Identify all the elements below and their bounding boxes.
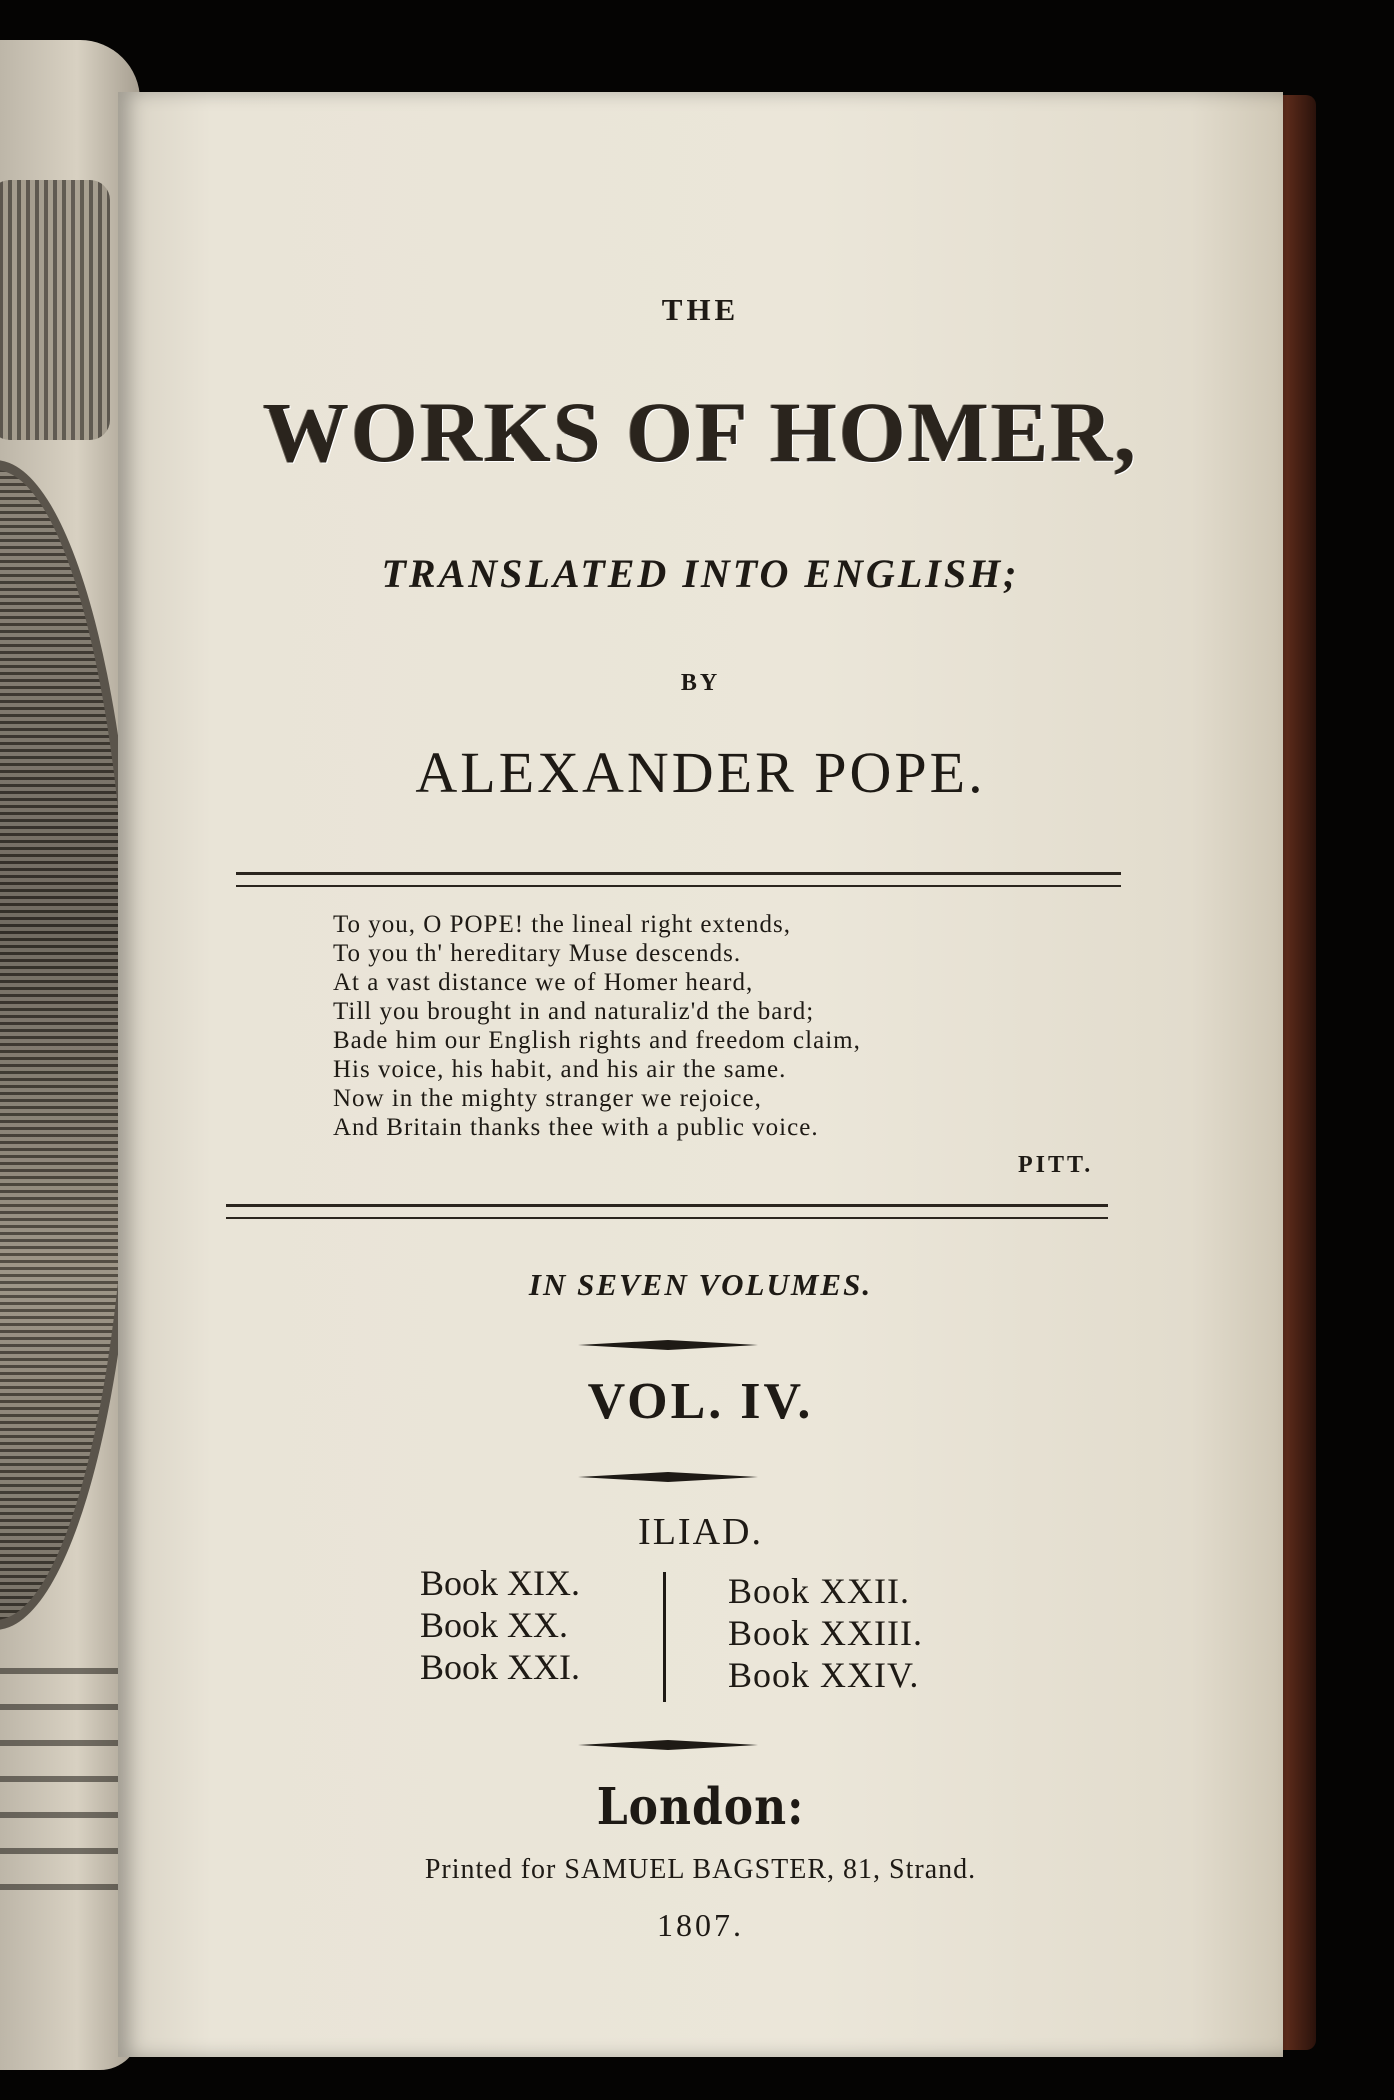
book-entry: Book XX. [420,1605,569,1645]
title-article: THE [661,292,740,327]
volume-number: VOL. IV. [587,1373,814,1430]
volumes-note: IN SEVEN VOLUMES. [528,1267,873,1302]
epigraph-attribution: PITT. [1018,1152,1094,1178]
imprint-year: 1807. [657,1907,744,1943]
epigraph-line: And Britain thanks thee with a public voice. [333,1114,819,1141]
main-title: WORKS OF HOMER, [263,384,1138,480]
double-rule-top [236,872,1121,887]
epigraph-line: At a vast distance we of Homer heard, [333,969,754,996]
ornament-rule [578,1740,758,1750]
epigraph-line: Bade him our English rights and freedom claim, [333,1027,861,1054]
by-line: BY [680,670,721,696]
books-list-right [728,1570,1028,1696]
imprint-city: London: [596,1778,805,1837]
plate-crown-engraving [0,180,110,440]
epigraph [333,910,1093,1142]
epigraph-line: His voice, his habit, and his air the same. [333,1056,787,1083]
author-name: ALEXANDER POPE. [415,740,986,805]
epigraph-line: Till you brought in and naturaliz'd the bard; [333,998,815,1025]
book-entry: Book XXIV. [728,1655,920,1695]
imprint-publisher: Printed for SAMUEL BAGSTER, 81, Strand. [424,1854,977,1885]
book-entry: Book XIX. [420,1563,580,1603]
double-rule-bottom [226,1204,1108,1219]
epigraph-line: To you, O POPE! the lineal right extends, [333,911,791,938]
books-list-left [420,1562,680,1688]
book-entry: Book XXIII. [728,1613,923,1653]
ornament-rule [578,1472,758,1482]
books-divider [663,1572,666,1702]
plate-caption-lines [0,1660,130,1920]
work-title: ILIAD. [638,1511,763,1553]
book-entry: Book XXII. [728,1571,910,1611]
ornament-rule [578,1340,758,1350]
subtitle: TRANSLATED INTO ENGLISH; [381,551,1020,596]
epigraph-line: Now in the mighty stranger we rejoice, [333,1085,762,1112]
title-page [118,92,1283,2057]
book-entry: Book XXI. [420,1647,580,1687]
epigraph-line: To you th' hereditary Muse descends. [333,940,742,967]
